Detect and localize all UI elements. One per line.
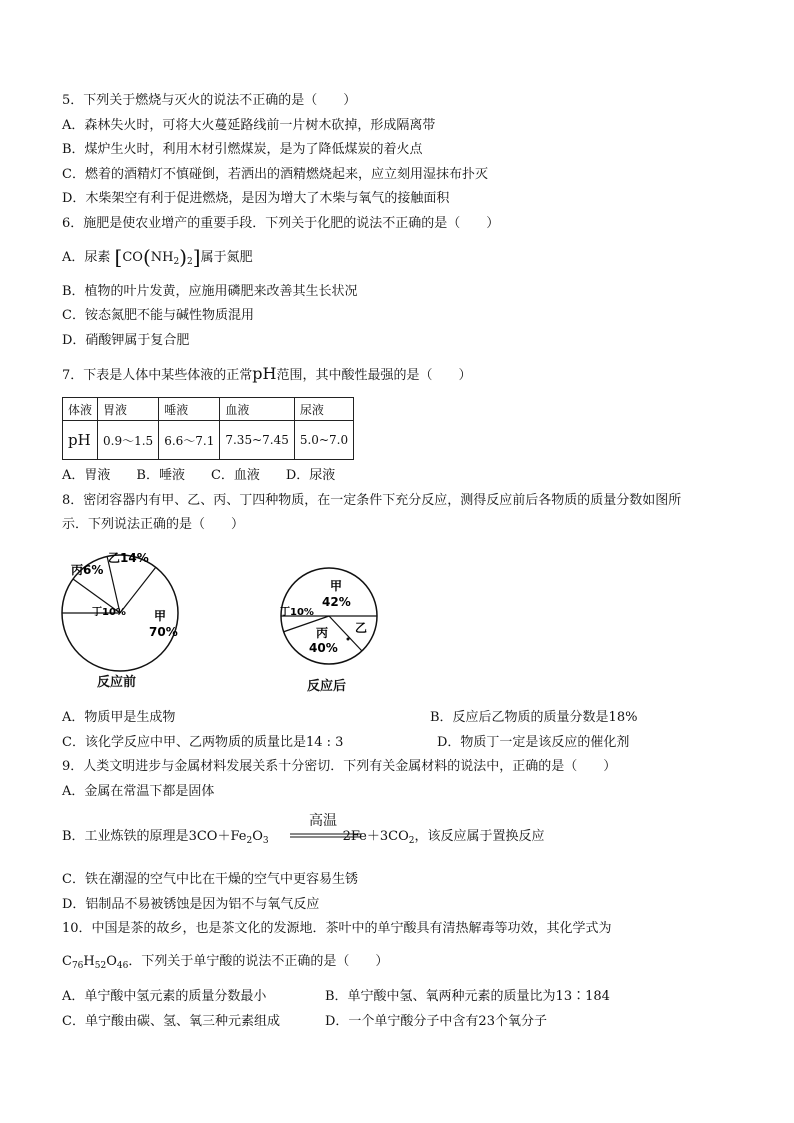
pie-before (62, 551, 178, 671)
q7-options: A．胃液 B．唾液 C．血液 D．尿液 (62, 468, 336, 483)
q8-option-b: B．反应后乙物质的质量分数是18% (430, 710, 638, 725)
formula-h: H (83, 954, 95, 969)
q5-option-d: D．木柴架空有利于促进燃烧，是因为增大了木柴与氧气的接触面积 (62, 191, 450, 206)
product: 2Fe＋3CO (342, 829, 409, 844)
table-header-cell: 唾液 (159, 398, 220, 421)
q5-option-b: B．煤炉生火时，利用木材引燃煤炭，是为了降低煤炭的着火点 (62, 142, 423, 157)
formula-o: O (106, 954, 117, 969)
pie-after-jia-label: 甲 (330, 579, 343, 593)
q10-option-c: C．单宁酸由碳、氢、氧三种元素组成 (62, 1014, 280, 1029)
formula-co: CO (122, 250, 143, 265)
formula-sub: 2 (187, 257, 193, 267)
table-cell: 7.35~7.45 (220, 421, 295, 460)
table-row-label: pH (63, 421, 98, 460)
q7-stem-post: 范围，其中酸性最强的是（ ） (276, 368, 472, 383)
table-cell: 0.9～1.5 (98, 421, 159, 460)
table-cell: 6.6～7.1 (159, 421, 220, 460)
q5-option-a: A．森林失火时，可将大火蔓延路线前一片树木砍掉，形成隔离带 (62, 118, 436, 133)
q8-stem-line2: 示．下列说法正确的是（ ） (62, 517, 245, 532)
formula-sub: 2 (246, 836, 253, 846)
right-bracket: ] (192, 245, 201, 269)
dot-mark (347, 638, 350, 641)
q10-stem-post: ．下列关于单宁酸的说法不正确的是（ ） (128, 954, 389, 969)
formula-sub: 46 (116, 961, 129, 971)
formula-nh: NH (150, 250, 174, 265)
q7-stem-ph: pH (252, 364, 277, 383)
q10-stem-line1: 10．中国是茶的故乡，也是茶文化的发源地．茶叶中的单宁酸具有清热解毒等功效，其化学式为 (62, 921, 612, 936)
pie-after-jia-pct: 42% (322, 595, 351, 609)
formula-sub: 2 (408, 836, 415, 846)
pie-before-yi-label: 乙14% (108, 551, 149, 565)
table-cell: 5.0~7.0 (294, 421, 353, 460)
q8-option-a: A．物质甲是生成物 (62, 710, 176, 725)
pie-after (280, 568, 377, 664)
reactant: 3CO＋Fe (188, 829, 247, 844)
left-bracket: [ (114, 245, 123, 269)
q8-stem-line1: 8．密闭容器内有甲、乙、丙、丁四种物质，在一定条件下充分反应，测得反应前后各物质的质量分数如图所 (62, 493, 682, 508)
q9-option-b (62, 828, 545, 850)
q9-option-c: C．铁在潮湿的空气中比在干燥的空气中更容易生锈 (62, 872, 358, 887)
formula-sub: 2 (173, 257, 180, 267)
q10-option-b: B．单宁酸中氢、氧两种元素的质量比为13∶184 (325, 989, 610, 1004)
q10-option-a: A．单宁酸中氢元素的质量分数最小 (62, 989, 267, 1004)
pie-before-jia-label: 甲 (154, 609, 167, 623)
formula-sub: 52 (94, 961, 107, 971)
pie-before-ding-label: 丁10% (92, 607, 126, 618)
left-paren: ( (142, 245, 151, 269)
reactant-o: O (252, 829, 263, 844)
q6-option-c: C．铵态氮肥不能与碱性物质混用 (62, 308, 254, 323)
pie-after-bing-pct: 40% (309, 641, 338, 655)
pie-before-bing-label: 丙6% (71, 563, 104, 577)
pie-before-jia-pct: 70% (149, 625, 178, 639)
formula-c: C (62, 954, 72, 969)
table-header-cell: 血液 (220, 398, 295, 421)
q9-option-d: D．铝制品不易被锈蚀是因为铝不与氧气反应 (62, 897, 320, 912)
pie-before-caption: 反应前 (97, 675, 137, 690)
q5-stem: 5．下列关于燃烧与灭火的说法不正确的是（ ） (62, 93, 357, 108)
q6-a-prefix: A．尿素 (62, 250, 111, 265)
q8-option-d: D．物质丁一定是该反应的催化剂 (437, 735, 630, 750)
reaction-condition: 高温 (309, 813, 337, 829)
formula-sub: 3 (262, 836, 269, 846)
table-header-cell: 尿液 (294, 398, 353, 421)
q9-stem: 9．人类文明进步与金属材料发展关系十分密切．下列有关金属材料的说法中，正确的是（ ） (62, 759, 617, 774)
q9-b-prefix: B．工业炼铁的原理是 (62, 829, 189, 844)
pie-after-ding-label: 丁10% (280, 607, 314, 618)
q9-b-suffix: ，该反应属于置换反应 (414, 829, 545, 844)
q6-stem: 6．施肥是使农业增产的重要手段．下列关于化肥的说法不正确的是（ ） (62, 216, 500, 231)
q5-option-c: C．燃着的酒精灯不慎碰倒，若洒出的酒精燃烧起来，应立刻用湿抹布扑灭 (62, 167, 488, 182)
q9-option-a: A．金属在常温下都是固体 (62, 784, 215, 799)
table-header-cell: 胃液 (98, 398, 159, 421)
right-paren: ) (179, 245, 188, 269)
q6-option-b: B．植物的叶片发黄，应施用磷肥来改善其生长状况 (62, 284, 358, 299)
q10-stem-line2 (62, 953, 388, 975)
q8-option-c: C．该化学反应中甲、乙两物质的质量比是14 : 3 (62, 735, 344, 750)
formula-sub: 76 (71, 961, 84, 971)
q10-option-d: D．一个单宁酸分子中含有23个氧分子 (325, 1014, 547, 1029)
q6-a-suffix: 属于氮肥 (200, 250, 253, 265)
pie-after-yi-label: 乙 (355, 621, 368, 635)
q7-stem-pre: 7．下表是人体中某些体液的正常 (62, 368, 253, 383)
q6-option-d: D．硝酸钾属于复合肥 (62, 333, 190, 348)
table-header-cell: 体液 (63, 398, 98, 421)
pie-after-caption: 反应后 (307, 679, 347, 694)
pie-after-bing-label: 丙 (316, 626, 329, 640)
